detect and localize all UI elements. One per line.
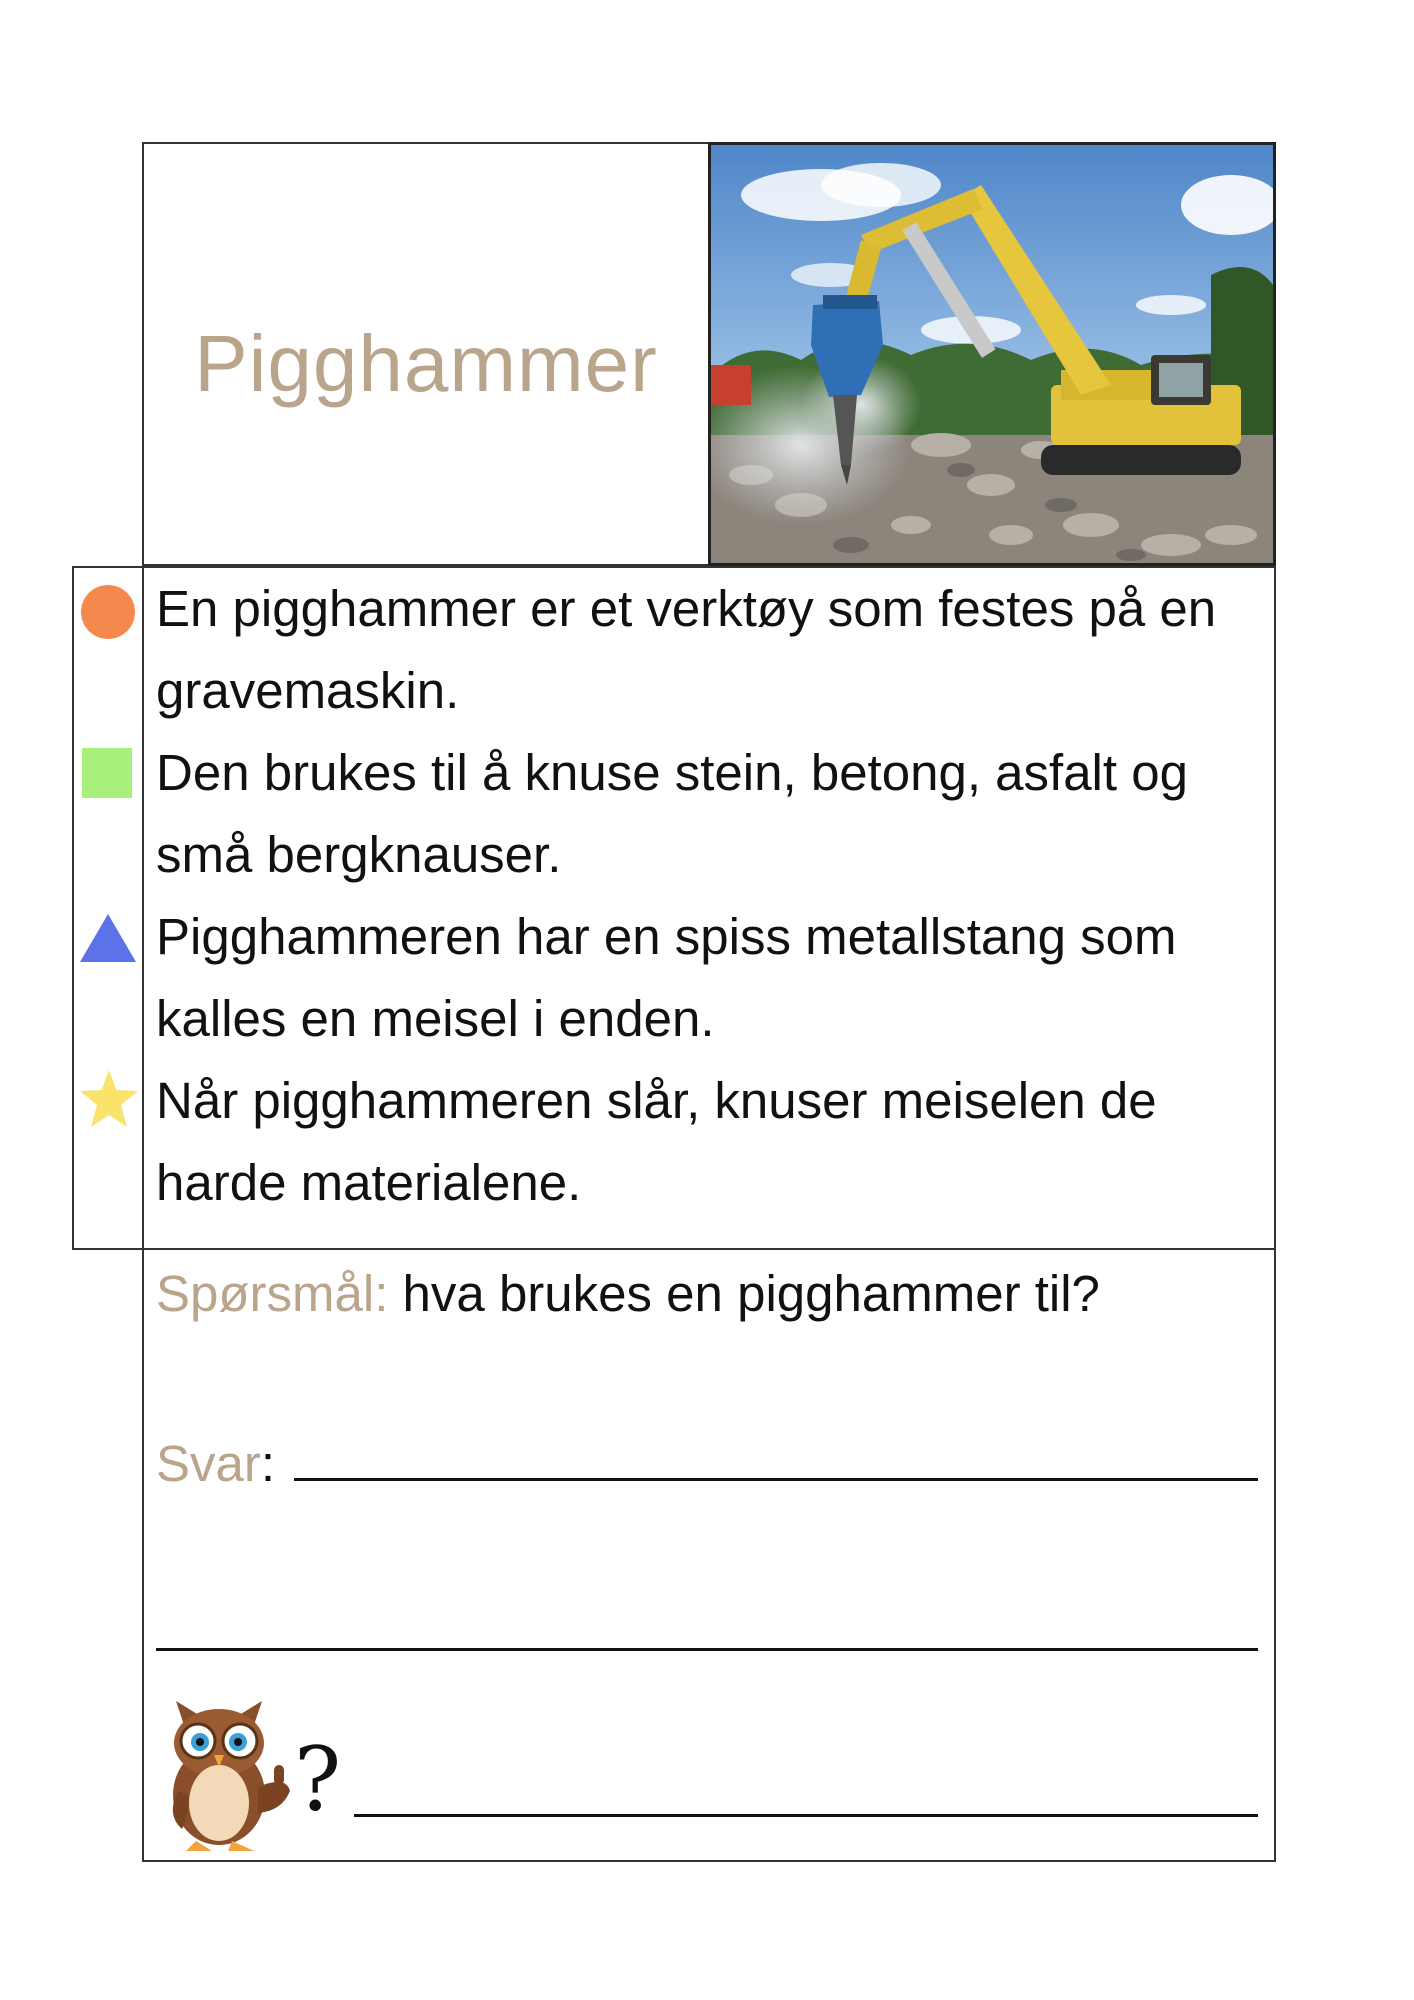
- question: [156, 1264, 1100, 1323]
- answer-line-3[interactable]: [354, 1814, 1258, 1817]
- green-square-icon: [80, 746, 134, 800]
- symbol-column: [72, 566, 142, 1250]
- answer-label-row: [156, 1434, 275, 1493]
- fact-3: Pigghammeren har en spiss metallstang som kalles en meisel i enden.: [156, 908, 1177, 1047]
- question-text: hva brukes en pigghammer til?: [388, 1265, 1100, 1322]
- answer-line-2[interactable]: [156, 1648, 1258, 1651]
- owl-mascot-icon: [162, 1695, 294, 1855]
- blue-triangle-icon: [78, 912, 138, 964]
- answer-line-1[interactable]: [294, 1478, 1258, 1481]
- fact-2: Den brukes til å knuse stein, betong, asfalt og små bergknauser.: [156, 744, 1188, 883]
- excavator-breaker-icon: [711, 145, 1273, 563]
- page-title: Pigghammer: [194, 319, 658, 408]
- excavator-photo: [708, 142, 1276, 566]
- fact-1: En pigghammer er et verktøy som festes på en gravemaskin.: [156, 580, 1217, 719]
- question-mark: ?: [294, 1728, 342, 1831]
- question-label: Spørsmål:: [156, 1265, 389, 1322]
- yellow-star-icon: [78, 1068, 140, 1130]
- answer-label: Svar: [156, 1435, 261, 1492]
- orange-circle-icon: [78, 582, 138, 642]
- facts-box: [142, 566, 1276, 1250]
- fact-4: Når pigghammeren slår, knuser meiselen de harde materialene.: [156, 1072, 1157, 1211]
- question-answer-box: [142, 1250, 1276, 1862]
- title-cell: [142, 142, 708, 566]
- answer-colon: :: [260, 1435, 276, 1492]
